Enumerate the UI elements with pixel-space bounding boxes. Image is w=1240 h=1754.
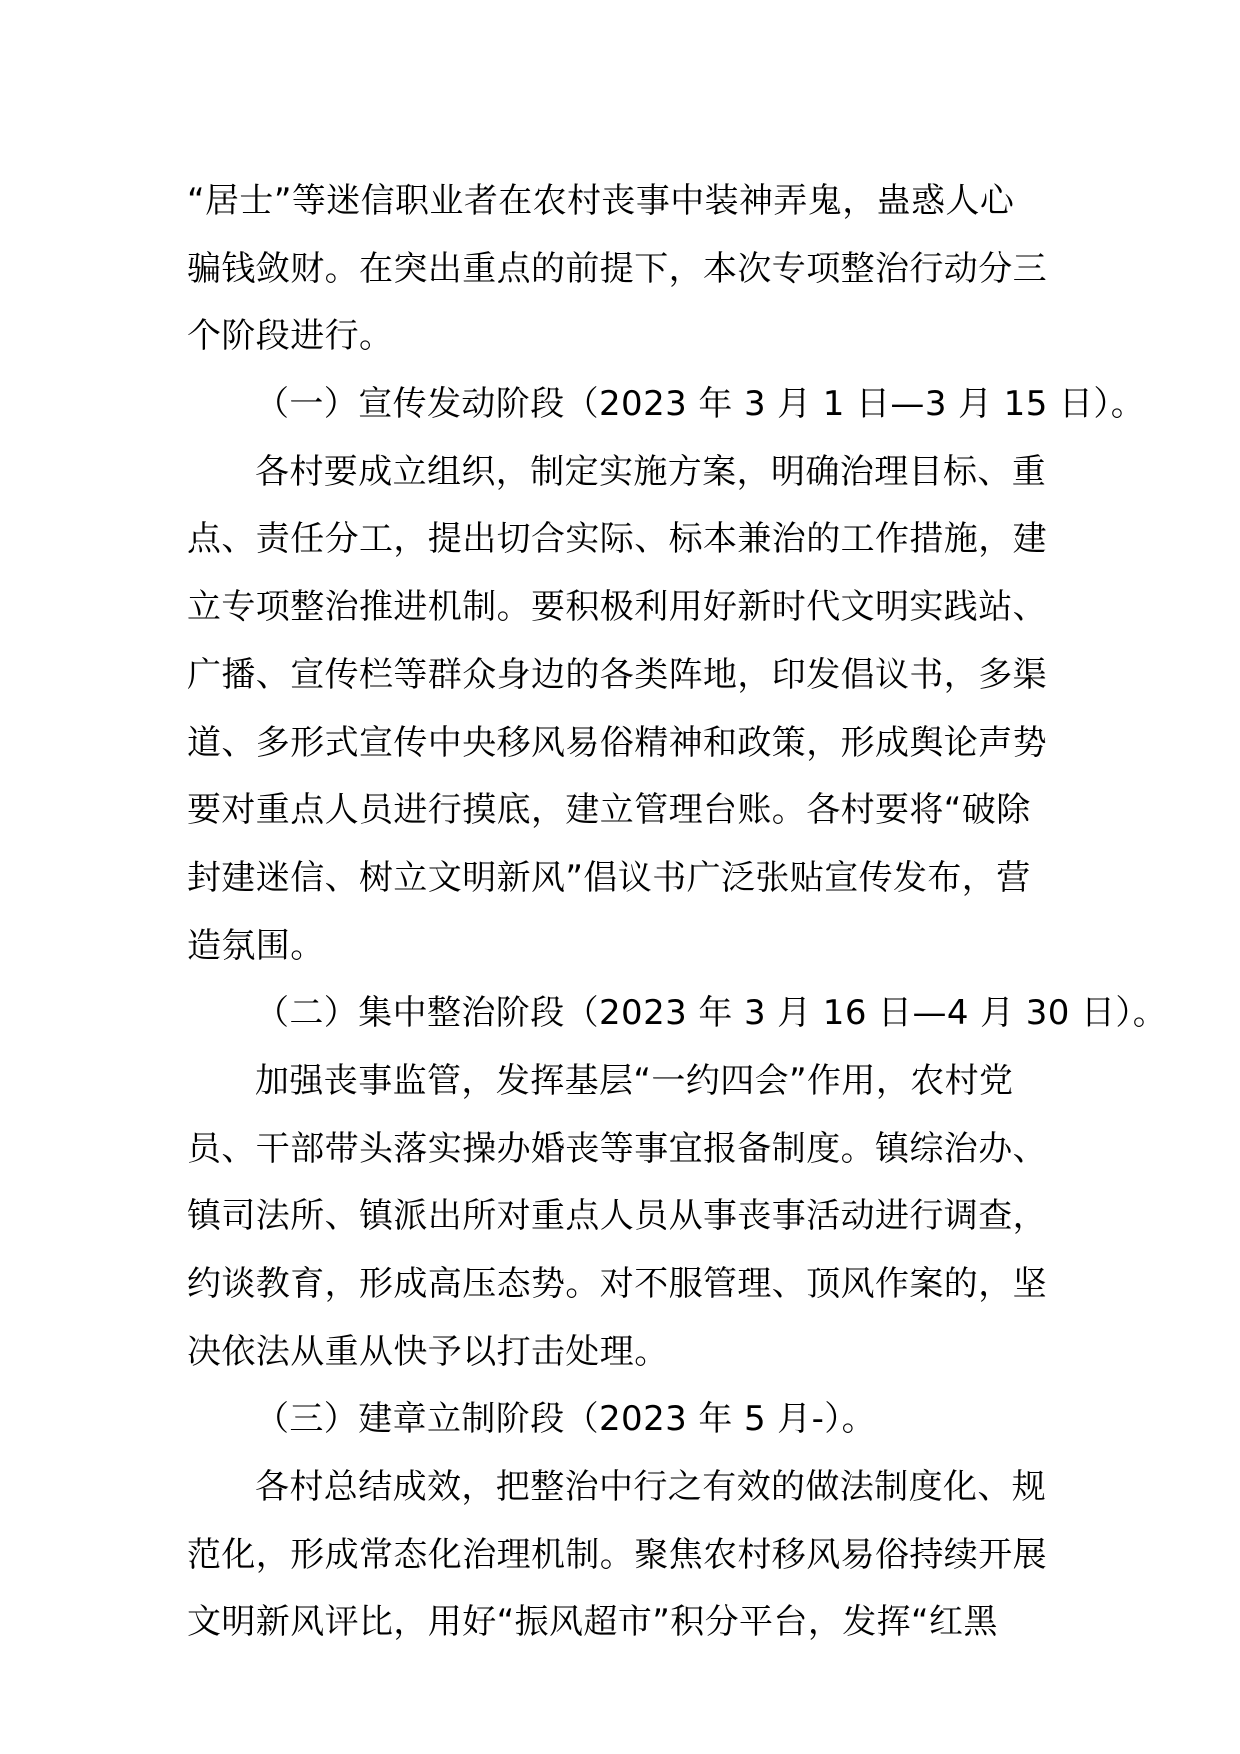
text-line: （二）集中整治阶段（2023 年 3 月 16 日—4 月 30 日）。 [255, 993, 1168, 1034]
text-line: 约谈教育，形成高压态势。对不服管理、顶风作案的，坚 [187, 1264, 1047, 1304]
text-line: 广播、宣传栏等群众身边的各类阵地，印发倡议书，多渠 [187, 654, 1047, 695]
text-line: 点、责任分工，提出切合实际、标本兼治的工作措施，建 [187, 519, 1047, 560]
text-line: 文明新风评比，用好“振风超市”积分平台，发挥“红黑 [187, 1602, 998, 1643]
text-line: 镇司法所、镇派出所对重点人员从事丧事活动进行调查， [187, 1196, 1047, 1237]
text-line: 加强丧事监管，发挥基层“一约四会”作用，农村党 [255, 1060, 1014, 1101]
text-line: 个阶段进行。 [187, 316, 394, 357]
text-line: （一）宣传发动阶段（2023 年 3 月 1 日—3 月 15 日）。 [255, 384, 1146, 425]
text-line: 立专项整治推进机制。要积极利用好新时代文明实践站、 [187, 587, 1047, 628]
text-line: 道、多形式宣传中央移风易俗精神和政策，形成舆论声势 [187, 722, 1047, 763]
text-line: 各村总结成效，把整治中行之有效的做法制度化、规 [255, 1467, 1047, 1508]
text-line: 骗钱敛财。在突出重点的前提下，本次专项整治行动分三 [187, 248, 1047, 289]
text-line: （三）建章立制阶段（2023 年 5 月-）。 [255, 1399, 877, 1440]
text-line: 造氛围。 [187, 925, 325, 966]
text-line: 封建迷信、树立文明新风”倡议书广泛张贴宣传发布，营 [187, 857, 1031, 898]
text-line: 员、干部带头落实操办婚丧等事宜报备制度。镇综治办、 [187, 1128, 1047, 1169]
document-body [187, 168, 1168, 1657]
text-line: 要对重点人员进行摸底，建立管理台账。各村要将“破除 [187, 790, 1031, 831]
text-line: 各村要成立组织，制定实施方案，明确治理目标、重 [255, 451, 1047, 492]
text-line: 决依法从重从快予以打击处理。 [187, 1331, 669, 1372]
text-line: 范化，形成常态化治理机制。聚焦农村移风易俗持续开展 [187, 1534, 1047, 1575]
text-line: “居士”等迷信职业者在农村丧事中装神弄鬼，蛊惑人心 [187, 181, 1015, 221]
